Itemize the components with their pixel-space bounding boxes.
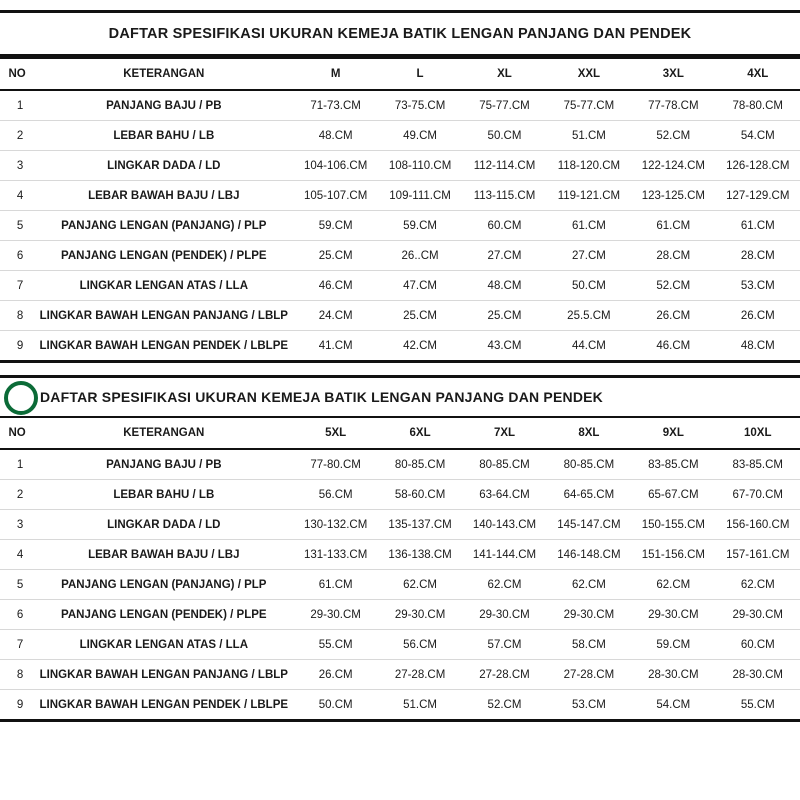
row-keterangan: PANJANG BAJU / PB [34,449,293,480]
row-value: 28.CM [716,241,800,271]
table-1-header-row [0,58,800,90]
table-row [0,331,800,362]
row-no: 5 [0,211,34,241]
table-1-header-no: NO [0,58,34,90]
row-value: 46.CM [631,331,715,362]
row-value: 61.CM [547,211,631,241]
row-keterangan: LINGKAR BAWAH LENGAN PENDEK / LBLPE [34,690,293,721]
row-value: 59.CM [631,630,715,660]
row-value: 54.CM [716,121,800,151]
row-keterangan: LINGKAR BAWAH LENGAN PANJANG / LBLP [34,660,293,690]
bottom-spacer [0,722,800,736]
row-value: 28.CM [631,241,715,271]
row-value: 44.CM [547,331,631,362]
row-value: 52.CM [631,121,715,151]
table-1-header-size-6: 4XL [716,58,800,90]
row-value: 29-30.CM [631,600,715,630]
row-no: 1 [0,449,34,480]
row-value: 29-30.CM [462,600,546,630]
row-value: 26.CM [716,301,800,331]
row-value: 50.CM [293,690,377,721]
row-value: 113-115.CM [462,181,546,211]
table-row [0,121,800,151]
row-value: 75-77.CM [547,90,631,121]
table-1-header-keterangan: KETERANGAN [34,58,293,90]
row-value: 83-85.CM [716,449,800,480]
row-value: 48.CM [716,331,800,362]
table-2-header-size-1: 5XL [293,417,377,449]
row-no: 7 [0,271,34,301]
row-value: 50.CM [462,121,546,151]
row-no: 9 [0,690,34,721]
row-value: 60.CM [462,211,546,241]
row-value: 29-30.CM [293,600,377,630]
block-gap [0,363,800,375]
table-1-header-size-4: XXL [547,58,631,90]
table-2-header-no: NO [0,417,34,449]
row-value: 27-28.CM [462,660,546,690]
row-value: 28-30.CM [631,660,715,690]
row-value: 108-110.CM [378,151,462,181]
row-value: 56.CM [293,480,377,510]
row-value: 55.CM [716,690,800,721]
row-value: 61.CM [716,211,800,241]
row-value: 48.CM [293,121,377,151]
row-value: 25.CM [462,301,546,331]
row-value: 29-30.CM [378,600,462,630]
row-value: 52.CM [631,271,715,301]
row-value: 24.CM [293,301,377,331]
table-row [0,600,800,630]
row-no: 2 [0,480,34,510]
top-spacer [0,0,800,10]
table-row [0,570,800,600]
row-value: 62.CM [631,570,715,600]
row-value: 141-144.CM [462,540,546,570]
table-row [0,540,800,570]
row-value: 130-132.CM [293,510,377,540]
row-value: 63-64.CM [462,480,546,510]
row-value: 77-80.CM [293,449,377,480]
row-value: 71-73.CM [293,90,377,121]
table-1-header-size-2: L [378,58,462,90]
row-value: 122-124.CM [631,151,715,181]
row-keterangan: PANJANG LENGAN (PANJANG) / PLP [34,570,293,600]
row-value: 51.CM [547,121,631,151]
row-keterangan: LINGKAR LENGAN ATAS / LLA [34,271,293,301]
row-value: 146-148.CM [547,540,631,570]
row-value: 126-128.CM [716,151,800,181]
row-value: 43.CM [462,331,546,362]
row-value: 53.CM [547,690,631,721]
row-value: 145-147.CM [547,510,631,540]
table-1-body [0,90,800,362]
size-table-block-2 [0,375,800,722]
row-value: 26.CM [631,301,715,331]
row-value: 29-30.CM [716,600,800,630]
row-value: 26.CM [293,660,377,690]
table-row [0,151,800,181]
row-value: 118-120.CM [547,151,631,181]
row-value: 61.CM [631,211,715,241]
row-no: 7 [0,630,34,660]
row-value: 151-156.CM [631,540,715,570]
row-no: 1 [0,90,34,121]
row-value: 26..CM [378,241,462,271]
row-value: 67-70.CM [716,480,800,510]
table-2-title: DAFTAR SPESIFIKASI UKURAN KEMEJA BATIK LENGAN PANJANG DAN PENDEK [40,389,603,405]
row-value: 62.CM [378,570,462,600]
row-value: 59.CM [378,211,462,241]
table-row [0,211,800,241]
row-no: 3 [0,510,34,540]
row-keterangan: LINGKAR DADA / LD [34,510,293,540]
row-value: 131-133.CM [293,540,377,570]
row-keterangan: PANJANG LENGAN (PANJANG) / PLP [34,211,293,241]
row-value: 77-78.CM [631,90,715,121]
row-keterangan: LINGKAR LENGAN ATAS / LLA [34,630,293,660]
table-1-header-size-3: XL [462,58,546,90]
table-row [0,480,800,510]
row-value: 62.CM [547,570,631,600]
row-value: 73-75.CM [378,90,462,121]
row-no: 6 [0,241,34,271]
row-no: 3 [0,151,34,181]
row-keterangan: LEBAR BAHU / LB [34,480,293,510]
row-value: 135-137.CM [378,510,462,540]
table-row [0,690,800,721]
table-1-head [0,58,800,90]
row-value: 58-60.CM [378,480,462,510]
row-value: 136-138.CM [378,540,462,570]
circle-logo-icon [4,381,38,415]
row-value: 78-80.CM [716,90,800,121]
row-keterangan: PANJANG LENGAN (PENDEK) / PLPE [34,600,293,630]
table-row [0,271,800,301]
row-value: 80-85.CM [547,449,631,480]
row-value: 47.CM [378,271,462,301]
table-2-header-size-6: 10XL [716,417,800,449]
row-keterangan: LEBAR BAWAH BAJU / LBJ [34,540,293,570]
row-value: 80-85.CM [378,449,462,480]
row-no: 2 [0,121,34,151]
row-value: 57.CM [462,630,546,660]
row-keterangan: LINGKAR BAWAH LENGAN PANJANG / LBLP [34,301,293,331]
row-value: 62.CM [462,570,546,600]
row-value: 56.CM [378,630,462,660]
row-value: 54.CM [631,690,715,721]
table-row [0,90,800,121]
row-value: 49.CM [378,121,462,151]
table-2-header-row [0,417,800,449]
table-row [0,301,800,331]
table-2-header-size-2: 6XL [378,417,462,449]
row-value: 109-111.CM [378,181,462,211]
row-no: 5 [0,570,34,600]
table-row [0,181,800,211]
row-value: 28-30.CM [716,660,800,690]
row-value: 119-121.CM [547,181,631,211]
row-no: 8 [0,301,34,331]
row-value: 27-28.CM [547,660,631,690]
row-value: 27.CM [547,241,631,271]
row-value: 29-30.CM [547,600,631,630]
size-table-2 [0,416,800,722]
row-value: 157-161.CM [716,540,800,570]
table-2-header-size-5: 9XL [631,417,715,449]
table-1-header-size-5: 3XL [631,58,715,90]
row-value: 42.CM [378,331,462,362]
row-keterangan: PANJANG LENGAN (PENDEK) / PLPE [34,241,293,271]
row-value: 51.CM [378,690,462,721]
row-value: 123-125.CM [631,181,715,211]
table-2-head [0,417,800,449]
row-keterangan: LINGKAR BAWAH LENGAN PENDEK / LBLPE [34,331,293,362]
row-no: 4 [0,540,34,570]
size-table-1 [0,57,800,363]
row-value: 55.CM [293,630,377,660]
row-value: 156-160.CM [716,510,800,540]
row-value: 61.CM [293,570,377,600]
row-value: 104-106.CM [293,151,377,181]
table-row [0,630,800,660]
row-value: 53.CM [716,271,800,301]
row-value: 50.CM [547,271,631,301]
row-value: 27.CM [462,241,546,271]
table-2-header-keterangan: KETERANGAN [34,417,293,449]
table-2-header-size-3: 7XL [462,417,546,449]
row-value: 80-85.CM [462,449,546,480]
row-value: 60.CM [716,630,800,660]
size-table-block-1 [0,10,800,363]
row-value: 46.CM [293,271,377,301]
table-row [0,449,800,480]
row-value: 62.CM [716,570,800,600]
row-value: 150-155.CM [631,510,715,540]
table-1-header-size-1: M [293,58,377,90]
row-value: 48.CM [462,271,546,301]
table-2-title-bar [0,375,800,416]
row-keterangan: LINGKAR DADA / LD [34,151,293,181]
row-value: 58.CM [547,630,631,660]
row-value: 105-107.CM [293,181,377,211]
row-value: 140-143.CM [462,510,546,540]
row-value: 25.CM [378,301,462,331]
row-no: 4 [0,181,34,211]
row-value: 65-67.CM [631,480,715,510]
row-value: 112-114.CM [462,151,546,181]
row-no: 8 [0,660,34,690]
row-no: 6 [0,600,34,630]
table-row [0,660,800,690]
table-1-title: DAFTAR SPESIFIKASI UKURAN KEMEJA BATIK LENGAN PANJANG DAN PENDEK [0,10,800,57]
table-2-header-size-4: 8XL [547,417,631,449]
row-value: 52.CM [462,690,546,721]
row-value: 127-129.CM [716,181,800,211]
row-no: 9 [0,331,34,362]
table-2-body [0,449,800,721]
row-value: 75-77.CM [462,90,546,121]
row-value: 41.CM [293,331,377,362]
table-row [0,241,800,271]
row-value: 27-28.CM [378,660,462,690]
table-row [0,510,800,540]
row-value: 64-65.CM [547,480,631,510]
row-keterangan: LEBAR BAHU / LB [34,121,293,151]
row-keterangan: PANJANG BAJU / PB [34,90,293,121]
row-keterangan: LEBAR BAWAH BAJU / LBJ [34,181,293,211]
row-value: 59.CM [293,211,377,241]
row-value: 25.CM [293,241,377,271]
row-value: 25.5.CM [547,301,631,331]
row-value: 83-85.CM [631,449,715,480]
